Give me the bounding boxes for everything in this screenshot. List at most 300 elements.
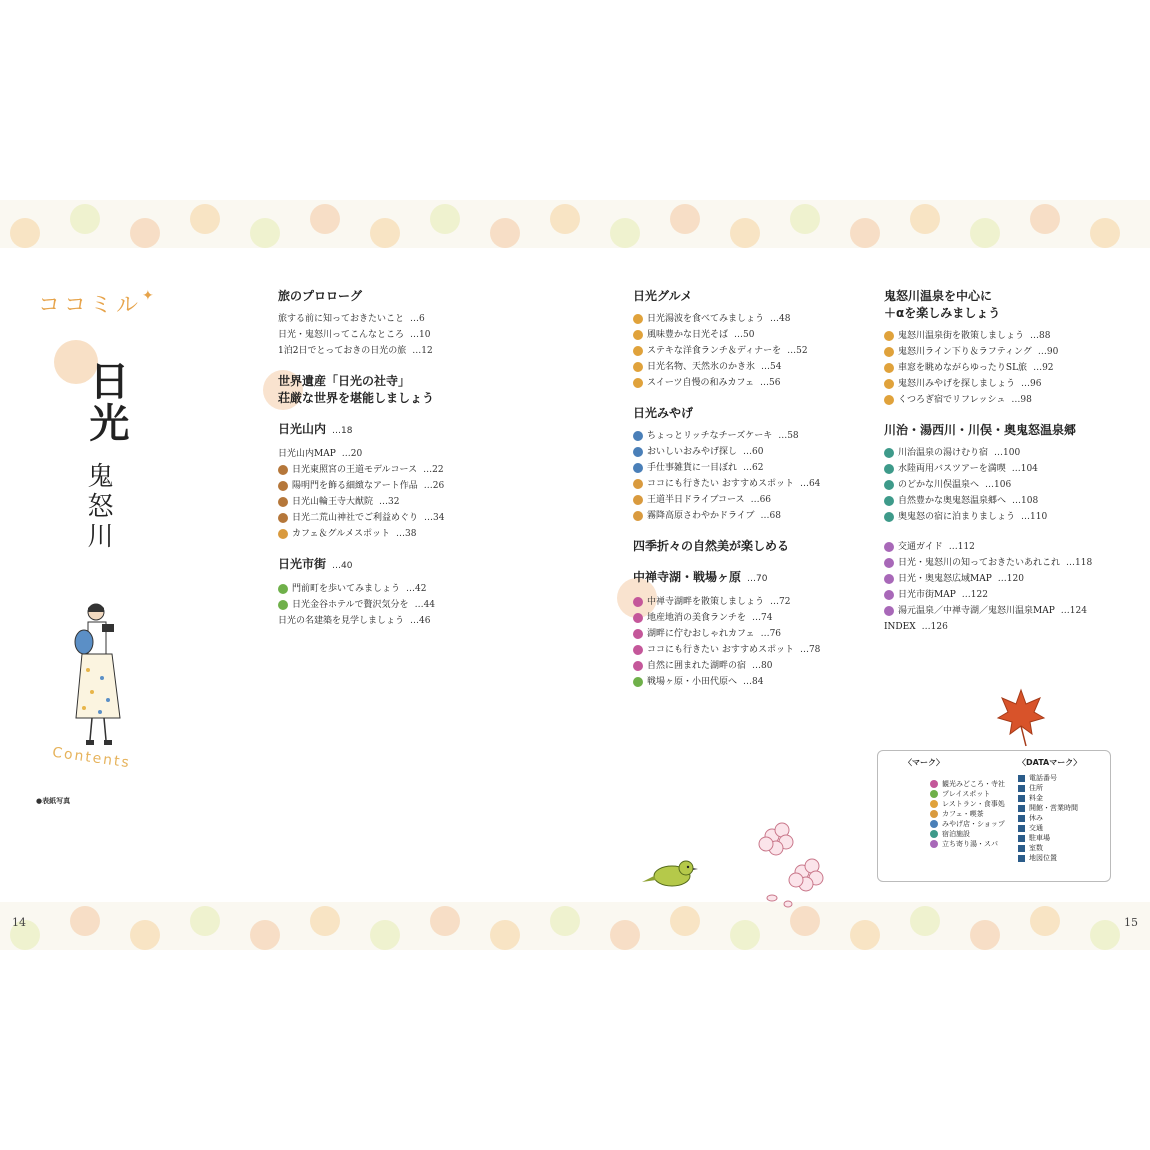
toc-entry-page: …78	[799, 645, 821, 655]
legend-mark-icon	[930, 800, 938, 808]
toc-entry-title: 霧降高原さわやかドライブ	[647, 511, 755, 521]
toc-entry-title: 川治温泉の湯けむり宿	[898, 448, 989, 458]
toc-entry-page: …106	[985, 480, 1012, 490]
traveler-illustration	[64, 600, 134, 750]
toc-entry-title: 王道半日ドライブコース	[647, 495, 745, 505]
legend-mark-label: 観光みどころ・寺社	[942, 780, 1005, 788]
toc-entry[interactable]	[633, 311, 873, 327]
section-title: 世界遺産「日光の社寺」 荘厳な世界を堪能しましょう	[278, 374, 435, 405]
cherry-blossom-illustration	[752, 816, 832, 911]
decorative-dot	[430, 906, 460, 936]
toc-entry-page: …26	[423, 481, 445, 491]
toc-entry[interactable]	[884, 376, 1124, 392]
category-icon	[884, 347, 894, 357]
toc-entry-page: …58	[778, 431, 799, 441]
toc-entry-page: …112	[948, 542, 975, 552]
toc-entry-page: …88	[1030, 331, 1051, 341]
category-icon	[884, 606, 894, 616]
section-heading	[278, 288, 518, 305]
legend-mark-item	[930, 809, 1005, 819]
toc-entry[interactable]	[884, 445, 1124, 461]
toc-entry[interactable]	[633, 428, 873, 444]
decorative-dot	[850, 218, 880, 248]
toc-entry-page: …100	[994, 448, 1021, 458]
legend-data-icon	[1018, 825, 1025, 832]
toc-entry-page: …32	[379, 497, 400, 507]
toc-entry-title: 奥鬼怒の宿に泊まりましょう	[898, 512, 1016, 522]
toc-entry-page: …42	[406, 584, 427, 594]
section-page: …18	[332, 426, 353, 436]
legend-data-icon	[1018, 805, 1025, 812]
toc-entry[interactable]	[633, 642, 873, 658]
toc-entry[interactable]	[633, 674, 873, 690]
category-icon	[633, 613, 643, 623]
toc-entry-title: 1泊2日でとっておきの日光の旅	[278, 346, 407, 356]
decorative-dot	[130, 920, 160, 950]
category-icon	[633, 597, 643, 607]
category-icon	[278, 481, 288, 491]
legend-data-label: 住所	[1029, 784, 1043, 792]
toc-entry[interactable]	[884, 539, 1124, 555]
page-subtitle: 鬼怒川	[83, 462, 113, 552]
category-icon	[884, 574, 894, 584]
category-icon	[884, 363, 894, 373]
toc-entry-title: 風味豊かな日光そば	[647, 330, 729, 340]
top-decorative-band	[0, 200, 1150, 248]
decorative-dot	[910, 204, 940, 234]
toc-entry-title: 自然豊かな奥鬼怒温泉郷へ	[898, 496, 1007, 506]
toc-entry-page: …120	[997, 574, 1024, 584]
decorative-dot	[970, 920, 1000, 950]
toc-entry-page: …56	[760, 378, 781, 388]
legend-data-item	[1018, 773, 1078, 783]
toc-entry-title: INDEX	[884, 622, 916, 632]
section-title: 中禅寺湖・戦場ヶ原	[633, 570, 742, 584]
decorative-dot	[370, 920, 400, 950]
legend-data-item	[1018, 823, 1078, 833]
decorative-dot	[190, 204, 220, 234]
toc-entry-title: 鬼怒川みやげを探しましょう	[898, 379, 1016, 389]
legend-mark-item	[930, 829, 1005, 839]
toc-entry[interactable]	[633, 610, 873, 626]
toc-entry-page: …104	[1011, 464, 1038, 474]
section-heading	[633, 538, 873, 555]
toc-entry-page: …50	[734, 330, 755, 340]
decorative-dot	[1030, 906, 1060, 936]
sparkle-icon: ✦	[142, 288, 158, 304]
toc-entry[interactable]	[278, 327, 518, 343]
category-icon	[278, 465, 288, 475]
category-icon	[884, 542, 894, 552]
category-icon	[633, 511, 643, 521]
toc-entry-page: …20	[341, 449, 363, 459]
section-heading	[633, 288, 873, 305]
toc-entry-title: のどかな川俣温泉へ	[898, 480, 980, 490]
legend-data-icon	[1018, 845, 1025, 852]
category-icon	[633, 314, 643, 324]
toc-entry-title: 日光市街MAP	[898, 590, 956, 600]
toc-entry-title: 日光・奥鬼怒広域MAP	[898, 574, 992, 584]
section-title: 旅のプロローグ	[278, 289, 363, 303]
toc-entry-title: 自然に囲まれた湖畔の宿	[647, 661, 747, 671]
decorative-dot	[250, 920, 280, 950]
section-title: 日光市街	[278, 557, 327, 571]
toc-entry[interactable]	[884, 461, 1124, 477]
toc-entry-page: …96	[1021, 379, 1042, 389]
toc-entry-page: …84	[743, 677, 764, 687]
toc-entry[interactable]	[633, 508, 873, 524]
toc-entry-title: カフェ＆グルメスポット	[292, 529, 391, 539]
toc-entry[interactable]	[633, 359, 873, 375]
toc-entry-page: …92	[1033, 363, 1054, 373]
toc-entry-title: 日光二荒山神社でご利益めぐり	[292, 513, 419, 523]
bird-illustration	[640, 854, 700, 894]
magazine-spread	[0, 200, 1150, 950]
toc-entry-title: 中禅寺湖畔を散策しましょう	[647, 597, 765, 607]
legend-mark-item	[930, 839, 1005, 849]
toc-entry-title: 日光の名建築を見学しましょう	[278, 616, 405, 626]
toc-entry-title: 旅する前に知っておきたいこと	[278, 314, 405, 324]
brand-text: ココミル	[38, 293, 143, 318]
category-icon	[633, 330, 643, 340]
toc-entry-title: 鬼怒川ライン下り＆ラフティング	[898, 347, 1032, 357]
legend-mark-label: 宿泊施設	[942, 830, 970, 838]
toc-entry[interactable]	[884, 619, 1124, 635]
toc-entry-page: …64	[799, 479, 821, 489]
toc-entry-title: 日光・鬼怒川ってこんなところ	[278, 330, 405, 340]
toc-entry[interactable]	[884, 555, 1124, 571]
bottom-decorative-band	[0, 902, 1150, 950]
toc-entry[interactable]	[633, 444, 873, 460]
category-icon	[884, 395, 894, 405]
category-icon	[884, 448, 894, 458]
decorative-dot	[670, 906, 700, 936]
legend-data-label: 地図位置	[1029, 854, 1057, 862]
decorative-dot	[190, 906, 220, 936]
section-title: 日光みやげ	[633, 406, 694, 420]
toc-entry-page: …126	[921, 622, 948, 632]
toc-entry[interactable]	[633, 460, 873, 476]
legend-data-label: 開館・営業時間	[1029, 804, 1078, 812]
toc-entry-page: …110	[1021, 512, 1048, 522]
category-icon	[633, 362, 643, 372]
toc-entry-title: 水陸両用バスツアーを満喫	[898, 464, 1006, 474]
legend-mark-label: カフェ・喫茶	[942, 810, 984, 818]
category-icon	[278, 584, 288, 594]
legend-mark-icon	[930, 820, 938, 828]
category-icon	[633, 495, 643, 505]
toc-entry[interactable]	[884, 587, 1124, 603]
toc-entry-page: …34	[424, 513, 445, 523]
legend-data-label: 交通	[1029, 824, 1043, 832]
legend-data-icon	[1018, 795, 1025, 802]
toc-entry-page: …98	[1011, 395, 1032, 405]
legend-data-item	[1018, 803, 1078, 813]
toc-entry[interactable]	[278, 510, 518, 526]
category-icon	[633, 677, 643, 687]
toc-entry[interactable]	[884, 509, 1124, 525]
toc-entry-page: …48	[770, 314, 791, 324]
toc-entry-page: …80	[752, 661, 773, 671]
decorative-dot	[1090, 920, 1120, 950]
section-title: 川治・湯西川・川俣・奥鬼怒温泉郷	[884, 423, 1077, 437]
toc-entry-page: …72	[770, 597, 791, 607]
toc-entry-title: ココにも行きたい おすすめスポット	[647, 479, 794, 489]
toc-entry[interactable]	[278, 581, 518, 597]
toc-entry-page: …122	[961, 590, 988, 600]
section-title: 鬼怒川温泉を中心に ＋αを楽しみましょう	[884, 289, 1001, 320]
decorative-dot	[910, 906, 940, 936]
legend-data-icon	[1018, 835, 1025, 842]
decorative-dot	[1090, 218, 1120, 248]
toc-entry[interactable]	[278, 478, 518, 494]
toc-entry[interactable]	[884, 493, 1124, 509]
toc-column-1	[278, 288, 518, 629]
category-icon	[633, 346, 643, 356]
legend-data-item	[1018, 793, 1078, 803]
toc-entry[interactable]	[278, 597, 518, 613]
legend-mark-icon	[930, 790, 938, 798]
toc-column-2	[633, 288, 873, 690]
toc-entry-title: 日光湯波を食べてみましょう	[647, 314, 765, 324]
legend-data-label: 料金	[1029, 794, 1043, 802]
toc-entry-page: …46	[410, 616, 431, 626]
category-icon	[884, 379, 894, 389]
toc-entry-title: 日光金谷ホテルで贅沢気分を	[292, 600, 409, 610]
toc-entry-page: …10	[410, 330, 431, 340]
toc-entry-page: …44	[414, 600, 436, 610]
toc-entry-title: 陽明門を飾る細緻なアート作品	[292, 481, 418, 491]
cover-photo-caption	[36, 796, 236, 806]
decorative-dot	[310, 204, 340, 234]
category-icon	[884, 512, 894, 522]
contents-label: Contents	[51, 744, 132, 772]
section-heading	[278, 556, 518, 575]
decorative-dot	[10, 218, 40, 248]
category-icon	[884, 590, 894, 600]
legend-mark-label: 立ち寄り湯・スパ	[942, 840, 998, 848]
decorative-dot	[70, 906, 100, 936]
section-heading	[633, 569, 873, 588]
toc-entry-title: 戦場ヶ原・小田代原へ	[647, 677, 738, 687]
toc-entry-title: 門前町を歩いてみましょう	[292, 584, 401, 594]
toc-entry[interactable]	[633, 343, 873, 359]
legend-mark-heading: 〈マーク〉	[904, 758, 944, 767]
toc-entry-title: 湖畔に佇むおしゃれカフェ	[647, 629, 755, 639]
toc-entry[interactable]	[884, 392, 1124, 408]
legend-data-icon	[1018, 855, 1025, 862]
legend-mark-list	[930, 779, 1005, 849]
section-title: 日光山内	[278, 422, 327, 436]
legend-mark-item	[930, 779, 1005, 789]
category-icon	[884, 331, 894, 341]
category-icon	[278, 600, 288, 610]
legend-mark-icon	[930, 780, 938, 788]
legend-data-icon	[1018, 785, 1025, 792]
legend-data-item	[1018, 843, 1078, 853]
category-icon	[278, 529, 288, 539]
toc-entry-title: 手仕事雑貨に一目ぼれ	[647, 463, 738, 473]
section-page: …70	[747, 574, 768, 584]
legend-mark-item	[930, 799, 1005, 809]
section-title: 四季折々の自然美が楽しめる	[633, 539, 790, 553]
toc-column-3	[884, 288, 1124, 635]
toc-entry-page: …66	[750, 495, 772, 505]
category-icon	[633, 661, 643, 671]
toc-entry-page: …6	[410, 314, 425, 324]
decorative-dot	[430, 204, 460, 234]
page-number-left: 14	[12, 916, 26, 929]
decorative-dot	[130, 218, 160, 248]
toc-entry-title: ココにも行きたい おすすめスポット	[647, 645, 794, 655]
decorative-dot	[490, 920, 520, 950]
legend-data-item	[1018, 833, 1078, 843]
toc-entry[interactable]	[633, 594, 873, 610]
legend-mark-label: レストラン・食事処	[942, 800, 1005, 808]
legend-data-label: 駐車場	[1029, 834, 1050, 842]
legend-mark-icon	[930, 810, 938, 818]
toc-entry-title: 湯元温泉／中禅寺湖／鬼怒川温泉MAP	[898, 606, 1055, 616]
decorative-dot	[70, 204, 100, 234]
maple-leaf-illustration	[996, 688, 1046, 748]
toc-entry-page: …108	[1012, 496, 1039, 506]
page-number-right: 15	[1124, 916, 1138, 929]
legend-data-heading: 〈DATAマーク〉	[1018, 758, 1082, 767]
toc-entry-title: 鬼怒川温泉街を散策しましょう	[898, 331, 1025, 341]
category-icon	[884, 464, 894, 474]
decorative-dot	[550, 906, 580, 936]
toc-entry-page: …124	[1060, 606, 1087, 616]
toc-entry[interactable]	[884, 360, 1124, 376]
category-icon	[633, 378, 643, 388]
legend-data-label: 室数	[1029, 844, 1043, 852]
category-icon	[278, 497, 288, 507]
legend-mark-item	[930, 819, 1005, 829]
decorative-dot	[730, 218, 760, 248]
decorative-dot	[550, 204, 580, 234]
section-heading	[633, 405, 873, 422]
decorative-dot	[850, 920, 880, 950]
decorative-dot	[730, 920, 760, 950]
decorative-dot	[670, 204, 700, 234]
legend-data-label: 電話番号	[1029, 774, 1057, 782]
toc-entry[interactable]	[884, 328, 1124, 344]
section-heading	[278, 373, 518, 407]
toc-entry[interactable]	[278, 311, 518, 327]
legend-data-list	[1018, 773, 1078, 863]
toc-entry-title: 日光名物、天然氷のかき氷	[647, 362, 756, 372]
toc-entry[interactable]	[633, 626, 873, 642]
toc-entry-title: 日光東照宮の王道モデルコース	[292, 465, 418, 475]
legend-data-label: 休み	[1029, 814, 1043, 822]
legend-mark-icon	[930, 830, 938, 838]
toc-entry-page: …38	[396, 529, 417, 539]
toc-entry-title: ステキな洋食ランチ＆ディナーを	[647, 346, 782, 356]
toc-entry-title: 交通ガイド	[898, 542, 943, 552]
section-heading	[278, 421, 518, 440]
decorative-dot	[370, 218, 400, 248]
toc-entry-title: 車窓を眺めながらゆったりSL旅	[898, 363, 1028, 373]
category-icon	[633, 463, 643, 473]
legend-data-icon	[1018, 815, 1025, 822]
category-icon	[884, 558, 894, 568]
toc-entry-page: …74	[752, 613, 773, 623]
toc-entry-title: おいしいおみやげ探し	[647, 447, 738, 457]
toc-entry-title: 日光山輪王寺大猷院	[292, 497, 374, 507]
legend-data-item	[1018, 783, 1078, 793]
category-icon	[633, 629, 643, 639]
section-heading	[884, 422, 1124, 439]
category-icon	[884, 496, 894, 506]
toc-entry[interactable]	[633, 476, 873, 492]
toc-entry-title: 日光・鬼怒川の知っておきたいあれこれ	[898, 558, 1061, 568]
toc-entry[interactable]	[278, 446, 518, 462]
decorative-dot	[1030, 204, 1060, 234]
page-title: 日光	[83, 360, 130, 444]
section-heading	[884, 288, 1124, 322]
decorative-dot	[490, 218, 520, 248]
toc-entry[interactable]	[884, 344, 1124, 360]
toc-entry-title: スイーツ自慢の和みカフェ	[647, 378, 755, 388]
section-title: 日光グルメ	[633, 289, 693, 303]
toc-entry-page: …62	[743, 463, 764, 473]
toc-entry-page: …118	[1066, 558, 1093, 568]
toc-entry[interactable]	[278, 526, 518, 542]
toc-entry-page: …76	[760, 629, 782, 639]
toc-entry[interactable]	[278, 462, 518, 478]
legend-data-item	[1018, 853, 1078, 863]
toc-entry-page: …54	[761, 362, 782, 372]
toc-entry-page: …12	[412, 346, 433, 356]
decorative-dot	[250, 218, 280, 248]
toc-entry-page: …68	[760, 511, 781, 521]
toc-entry[interactable]	[633, 327, 873, 343]
toc-entry-title: くつろぎ宿でリフレッシュ	[898, 395, 1006, 405]
category-icon	[633, 645, 643, 655]
toc-entry[interactable]	[633, 375, 873, 391]
toc-entry-title: 地産地消の美食ランチを	[647, 613, 747, 623]
toc-entry[interactable]	[633, 658, 873, 674]
toc-entry-title: 日光山内MAP	[278, 449, 336, 459]
toc-entry-page: …60	[743, 447, 764, 457]
decorative-dot	[610, 218, 640, 248]
brand-logo	[38, 288, 158, 319]
category-icon	[884, 480, 894, 490]
category-icon	[633, 431, 643, 441]
toc-entry[interactable]	[884, 477, 1124, 493]
toc-entry-page: …90	[1037, 347, 1059, 357]
toc-entry-page: …52	[787, 346, 808, 356]
legend-data-icon	[1018, 775, 1025, 782]
toc-entry[interactable]	[884, 603, 1124, 619]
category-icon	[633, 447, 643, 457]
toc-entry[interactable]	[278, 343, 518, 359]
toc-entry[interactable]	[278, 494, 518, 510]
caption-heading: ●表紙写真	[36, 797, 71, 805]
decorative-dot	[310, 906, 340, 936]
legend-data-item	[1018, 813, 1078, 823]
toc-entry-title: ちょっとリッチなチーズケーキ	[647, 431, 773, 441]
legend-mark-label: プレイスポット	[942, 790, 991, 798]
category-icon	[633, 479, 643, 489]
toc-entry[interactable]	[884, 571, 1124, 587]
toc-entry[interactable]	[278, 613, 518, 629]
legend-box	[877, 750, 1111, 882]
decorative-dot	[610, 920, 640, 950]
toc-entry[interactable]	[633, 492, 873, 508]
decorative-dot	[970, 218, 1000, 248]
legend-mark-item	[930, 789, 1005, 799]
